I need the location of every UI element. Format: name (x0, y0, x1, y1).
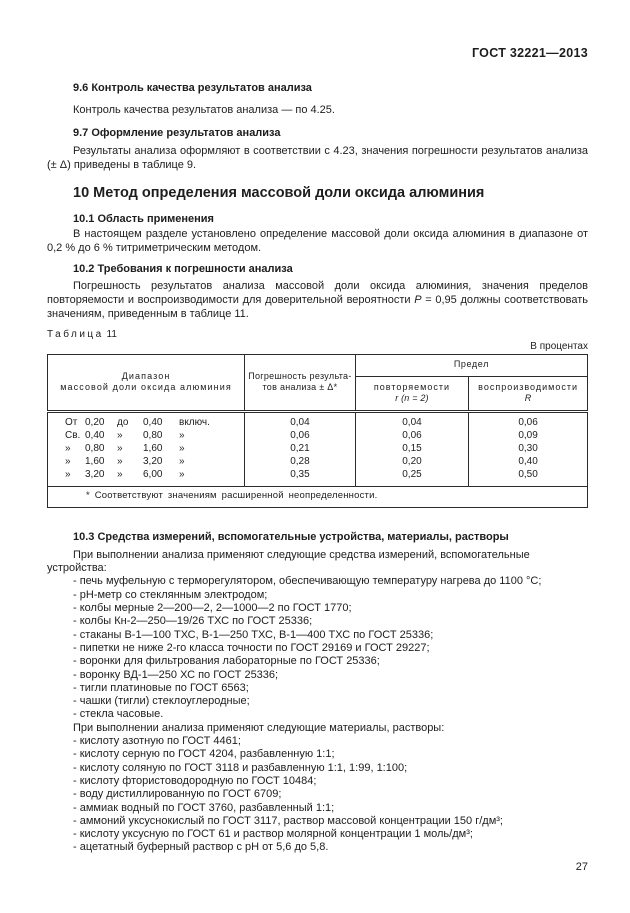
section-10-1-heading: 10.1 Область применения (73, 213, 214, 226)
table-row (48, 411, 588, 429)
list-item: - кислоту серную по ГОСТ 4204, разбавленную 1:1; (73, 748, 335, 761)
cell-range (48, 442, 245, 455)
range-part: 0,80 (143, 429, 163, 441)
cell-error: 0,06 (245, 429, 356, 442)
table-footnote-row (48, 486, 588, 507)
list-item: - pH-метр со стеклянным электродом; (73, 588, 268, 601)
section-10-1-paragraph: В настоящем разделе установлено определение массовой доли оксида алюминия в диапазоне от 0,2 % до 6 % титриметрическим методом. (47, 227, 588, 255)
range-part: » (117, 456, 123, 468)
cell-repeatability: 0,15 (355, 442, 468, 455)
list-item: - воронку ВД-1—250 ХС по ГОСТ 25336; (73, 668, 279, 681)
range-part: 6,00 (143, 469, 163, 481)
cell-error: 0,21 (245, 442, 356, 455)
cell-reproducibility: 0,50 (469, 468, 588, 486)
range-part: Св. (65, 429, 81, 441)
table-header-row-1 (48, 354, 588, 376)
range-part: 3,20 (85, 469, 105, 481)
section-10-3-heading: 10.3 Средства измерений, вспомогательные устройства, материалы, растворы (73, 530, 509, 543)
list-item: - воду дистиллированную по ГОСТ 6709; (73, 788, 282, 801)
cell-repeatability: 0,20 (355, 455, 468, 468)
range-part: » (65, 469, 71, 481)
cell-range (48, 411, 245, 429)
cell-range (48, 468, 245, 486)
range-part: » (179, 429, 185, 441)
instruments-list (47, 575, 588, 721)
probability-symbol: P (414, 293, 422, 306)
section-9-6-paragraph: Контроль качества результатов анализа — по 4.25. (73, 104, 335, 117)
col-header-repeatability (355, 376, 468, 411)
col-header-range (48, 354, 245, 411)
doc-number: ГОСТ 32221—2013 (471, 46, 588, 60)
range-part: » (179, 456, 185, 468)
list-item: - кислоту уксусную по ГОСТ 61 и раствор молярной концентрации 1 моль/дм³; (73, 828, 473, 841)
section-10-2-paragraph (47, 279, 588, 322)
cell-reproducibility: 0,30 (469, 442, 588, 455)
table-row (48, 455, 588, 468)
cell-repeatability: 0,04 (355, 411, 468, 429)
list-item: - тигли платиновые по ГОСТ 6563; (73, 681, 249, 694)
col-header-error-line2: тов анализа ± Δ* (262, 382, 338, 393)
list-item: - кислоту азотную по ГОСТ 4461; (73, 735, 241, 748)
list-item: - ацетатный буферный раствор с pH от 5,6 до 5,8. (73, 841, 329, 854)
col-header-reproducibility (469, 376, 588, 411)
range-part: » (117, 429, 123, 441)
list-item: - стаканы В-1—100 ТХС, В-1—250 ТХС, В-1—400 ТХС по ГОСТ 25336; (73, 628, 434, 641)
cell-error: 0,04 (245, 411, 356, 429)
table-11-caption (47, 329, 588, 341)
cell-error: 0,35 (245, 468, 356, 486)
reproducibility-formula: R (524, 393, 532, 404)
range-part: » (65, 442, 71, 454)
repeatability-label: повторяемости (373, 381, 451, 392)
col-header-limit: Предел (355, 354, 587, 376)
paragraph-text: Погрешность результатов анализа массовой доли оксида алюминия, значения пределов повторяемости и воспроизводимости для доверительной вероятности (47, 279, 588, 306)
cell-repeatability: 0,06 (355, 429, 468, 442)
section-9-7-heading: 9.7 Оформление результатов анализа (73, 126, 281, 139)
section-10-2-heading: 10.2 Требования к погрешности анализа (73, 263, 293, 276)
range-part: 1,60 (143, 442, 163, 454)
range-part: 3,20 (143, 456, 163, 468)
section-10-heading: 10 Метод определения массовой доли оксида алюминия (73, 185, 485, 202)
table-row (48, 442, 588, 455)
range-part: » (117, 442, 123, 454)
range-part: 0,40 (85, 429, 105, 441)
range-part: » (117, 469, 123, 481)
page-number: 27 (575, 860, 588, 873)
cell-reproducibility: 0,09 (469, 429, 588, 442)
list-item: - кислоту соляную по ГОСТ 3118 и разбавленную 1:1, 1:99, 1:100; (73, 761, 408, 774)
cell-range (48, 455, 245, 468)
materials-list (47, 735, 588, 855)
materials-intro: При выполнении анализа применяют следующие материалы, растворы: (73, 721, 445, 734)
repeatability-formula: r (n = 2) (395, 393, 429, 404)
range-part: 0,80 (85, 442, 105, 454)
list-item: - стекла часовые. (73, 708, 164, 721)
section-9-6-heading: 9.6 Контроль качества результатов анализа (73, 82, 312, 94)
list-item: - чашки (тигли) стеклоуглеродные; (73, 695, 250, 708)
list-item: - аммоний уксуснокислый по ГОСТ 3117, раствор массовой концентрации 150 г/дм³; (73, 814, 503, 827)
range-part: включ. (179, 416, 210, 428)
range-part: 0,20 (85, 416, 105, 428)
col-header-error (245, 354, 356, 411)
table-11 (47, 354, 588, 508)
reproducibility-label: воспроизводимости (478, 381, 578, 392)
list-item: - пипетки не ниже 2-го класса точности по ГОСТ 29169 и ГОСТ 29227; (73, 641, 430, 654)
cell-range (48, 429, 245, 442)
cell-repeatability: 0,25 (355, 468, 468, 486)
table-caption-word: Таблица (47, 328, 104, 340)
col-header-error-line1: Погрешность результа- (248, 370, 352, 381)
section-9-7-paragraph: Результаты анализа оформляют в соответствии с 4.23, значения погрешности результатов анализа (± Δ) приведены в таблице 9. (47, 144, 588, 172)
instruments-intro: При выполнении анализа применяют следующие средства измерений, вспомогательные устройства: (47, 548, 530, 575)
table-row (48, 468, 588, 486)
list-item: - кислоту фтористоводородную по ГОСТ 10484; (73, 774, 317, 787)
range-part: От (65, 416, 78, 428)
range-part: » (179, 469, 185, 481)
col-header-range-line1: Диапазон (121, 370, 171, 381)
col-header-range-line2: массовой доли оксида алюминия (60, 382, 232, 393)
list-item: - колбы Кн-2—250—19/26 ТХС по ГОСТ 25336; (73, 615, 313, 628)
cell-reproducibility: 0,06 (469, 411, 588, 429)
table-row (48, 429, 588, 442)
list-item: - колбы мерные 2—200—2, 2—1000—2 по ГОСТ 1770; (73, 602, 352, 615)
range-part: 1,60 (85, 456, 105, 468)
list-item: - печь муфельную с терморегулятором, обеспечивающую температуру нагрева до 1100 °С; (73, 575, 542, 588)
range-part: 0,40 (143, 416, 163, 428)
list-item: - воронки для фильтрования лабораторные по ГОСТ 25336; (73, 655, 380, 668)
cell-error: 0,28 (245, 455, 356, 468)
range-part: до (117, 416, 129, 428)
cell-reproducibility: 0,40 (469, 455, 588, 468)
range-part: » (179, 442, 185, 454)
table-caption-number: 11 (106, 328, 117, 340)
table-footnote: * Соответствуют значениям расширенной неопределенности. (48, 486, 588, 507)
range-part: » (65, 456, 71, 468)
paragraph-text: = 0,95 должны соответствовать значениям, приведенным в таблице 11. (47, 293, 588, 321)
list-item: - аммиак водный по ГОСТ 3760, разбавленный 1:1; (73, 801, 335, 814)
table-11-units-note: В процентах (530, 340, 588, 352)
